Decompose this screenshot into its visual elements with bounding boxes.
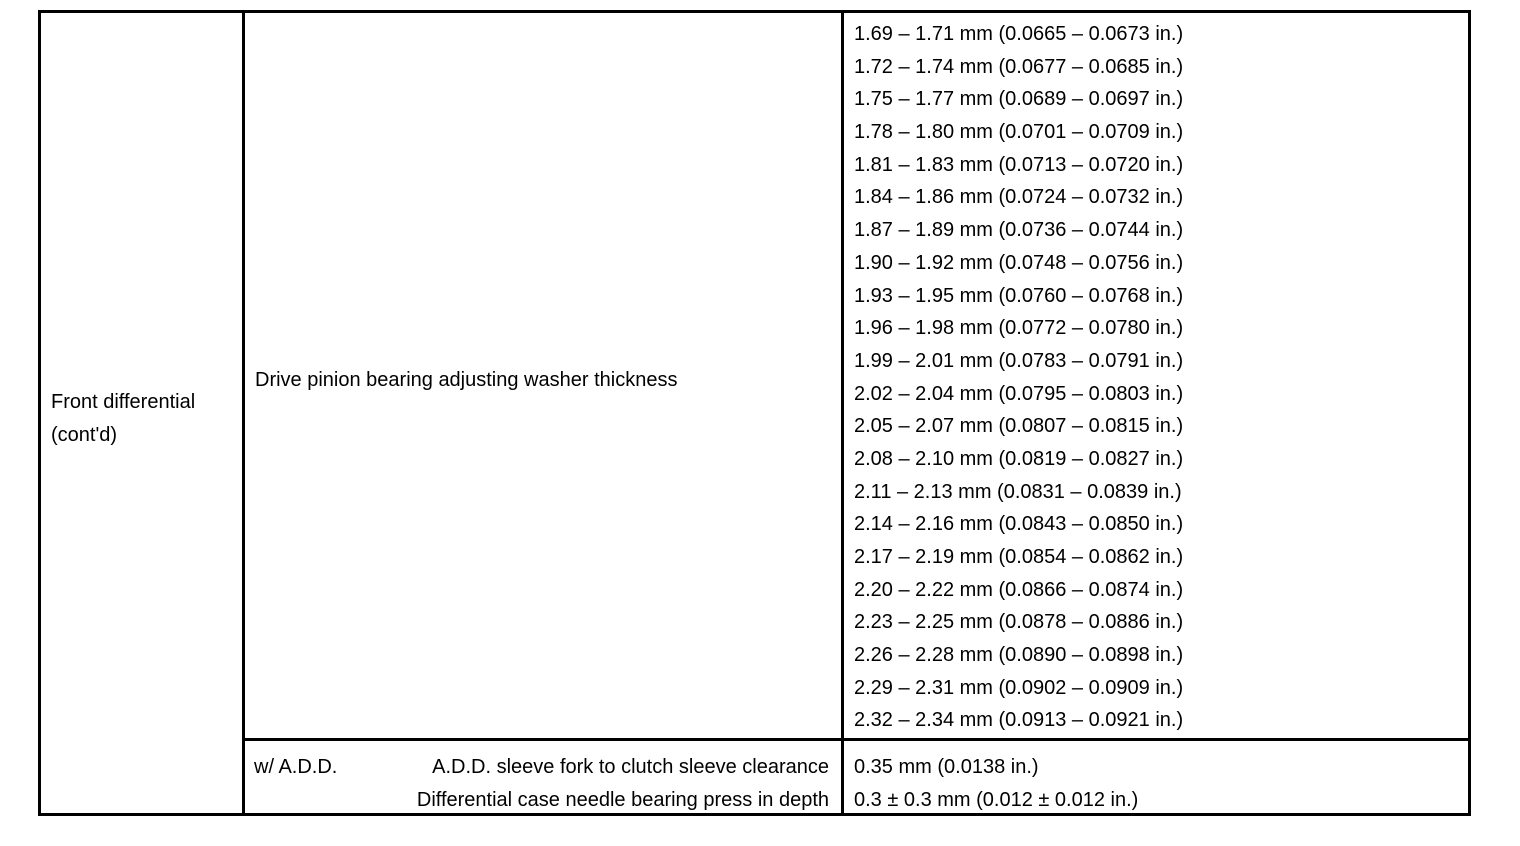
washer-thickness-value: 2.32 – 2.34 mm (0.0913 – 0.0921 in.) (854, 709, 1184, 732)
washer-thickness-value: 2.11 – 2.13 mm (0.0831 – 0.0839 in.) (854, 480, 1182, 503)
washer-thickness-value: 1.75 – 1.77 mm (0.0689 – 0.0697 in.) (854, 88, 1184, 111)
column-divider-1 (242, 10, 245, 816)
spec-table-frame (38, 10, 1471, 816)
add-row1-value: 0.35 mm (0.0138 in.) (854, 756, 1039, 778)
column-divider-2 (841, 10, 844, 816)
washer-thickness-value: 2.23 – 2.25 mm (0.0878 – 0.0886 in.) (854, 611, 1184, 634)
washer-thickness-value: 2.29 – 2.31 mm (0.0902 – 0.0909 in.) (854, 676, 1184, 699)
washer-thickness-value: 1.87 – 1.89 mm (0.0736 – 0.0744 in.) (854, 219, 1184, 242)
item-label: Drive pinion bearing adjusting washer thickness (255, 369, 678, 391)
section-name-line1: Front differential (51, 391, 196, 413)
add-row2-value: 0.3 ± 0.3 mm (0.012 ± 0.012 in.) (854, 789, 1139, 811)
washer-thickness-value: 1.96 – 1.98 mm (0.0772 – 0.0780 in.) (854, 317, 1184, 340)
washer-thickness-value: 1.90 – 1.92 mm (0.0748 – 0.0756 in.) (854, 251, 1184, 274)
section-name-line2: (cont'd) (51, 424, 118, 446)
washer-thickness-value: 1.93 – 1.95 mm (0.0760 – 0.0768 in.) (854, 284, 1184, 307)
washer-thickness-value: 1.72 – 1.74 mm (0.0677 – 0.0685 in.) (854, 55, 1184, 78)
washer-thickness-value: 2.02 – 2.04 mm (0.0795 – 0.0803 in.) (854, 382, 1184, 405)
washer-thickness-value: 1.84 – 1.86 mm (0.0724 – 0.0732 in.) (854, 186, 1184, 209)
add-group-label: w/ A.D.D. (254, 756, 338, 778)
washer-thickness-value: 2.17 – 2.19 mm (0.0854 – 0.0862 in.) (854, 546, 1184, 568)
washer-thickness-value: 2.05 – 2.07 mm (0.0807 – 0.0815 in.) (854, 415, 1184, 438)
washer-thickness-value: 1.81 – 1.83 mm (0.0713 – 0.0720 in.) (854, 153, 1184, 176)
washer-thickness-list (854, 24, 1183, 743)
washer-thickness-value: 2.14 – 2.16 mm (0.0843 – 0.0850 in.) (854, 513, 1184, 536)
washer-thickness-value: 2.20 – 2.22 mm (0.0866 – 0.0874 in.) (854, 578, 1184, 601)
washer-thickness-value: 1.99 – 2.01 mm (0.0783 – 0.0791 in.) (854, 349, 1184, 372)
washer-thickness-value: 1.78 – 1.80 mm (0.0701 – 0.0709 in.) (854, 121, 1184, 144)
washer-thickness-value: 2.08 – 2.10 mm (0.0819 – 0.0827 in.) (854, 447, 1184, 470)
add-row1-label: A.D.D. sleeve fork to clutch sleeve clearance (432, 756, 829, 778)
add-row2-label: Differential case needle bearing press in depth (416, 789, 829, 811)
washer-thickness-value: 1.69 – 1.71 mm (0.0665 – 0.0673 in.) (854, 23, 1184, 45)
washer-thickness-value: 2.26 – 2.28 mm (0.0890 – 0.0898 in.) (854, 644, 1184, 667)
